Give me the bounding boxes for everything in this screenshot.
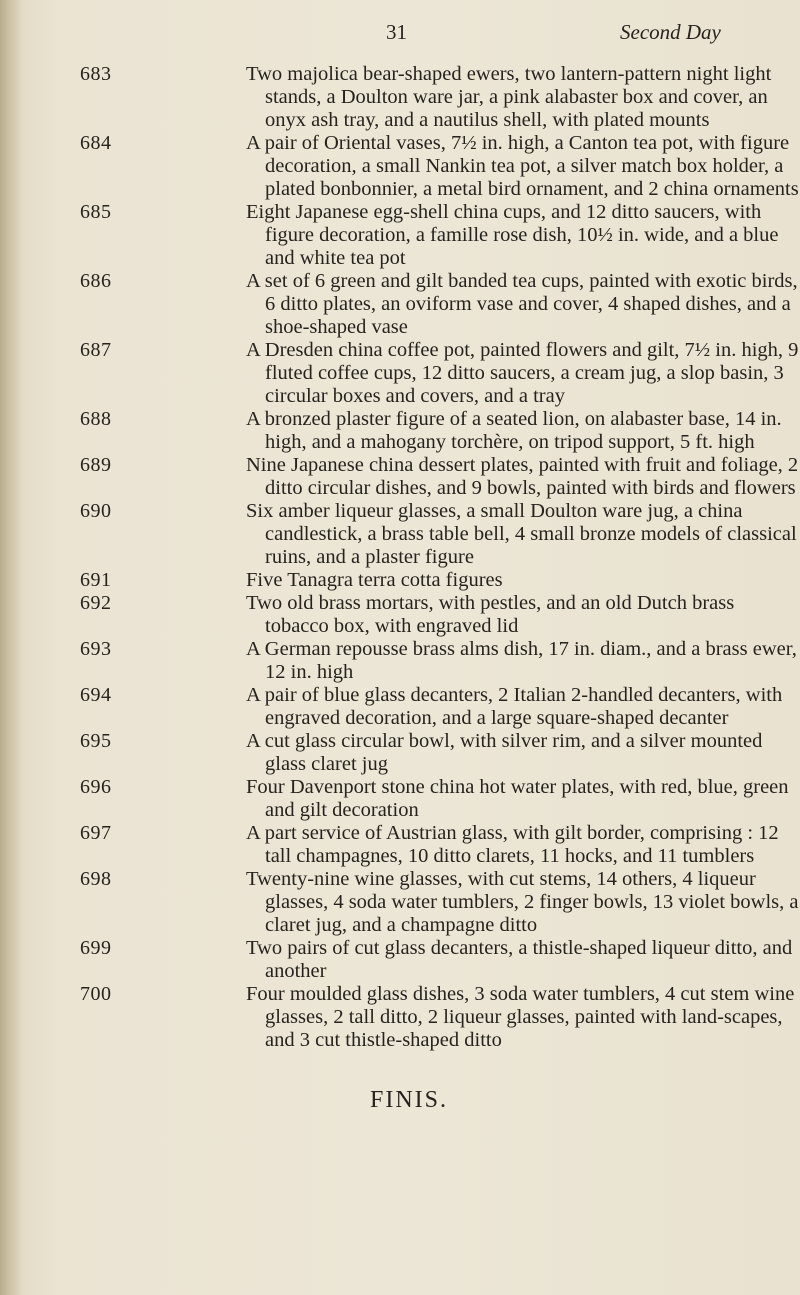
lot-number: 690 (80, 500, 112, 522)
lot-description: Two majolica bear-shaped ewers, two lantern-pattern night light stands, a Doulton ware jar, a pink alabaster box and cover, an onyx ash tray, and a nautilus shell, with plated mounts (246, 63, 772, 131)
lot-number: 700 (80, 983, 112, 1005)
lot-number: 699 (80, 937, 112, 959)
lot-description: A pair of blue glass decanters, 2 Italian 2-handled decanters, with engraved decoration, and a large square-shaped decanter (246, 684, 783, 729)
lot-entry (0, 638, 800, 684)
lot-description: A bronzed plaster figure of a seated lion, on alabaster base, 14 in. high, and a mahogany torchère, on tripod support, 5 ft. high (246, 408, 782, 453)
lot-entry (0, 132, 800, 201)
page-header (0, 18, 800, 52)
lot-description: Nine Japanese china dessert plates, painted with fruit and foliage, 2 ditto circular dishes, and 9 bowls, painted with birds and flowers (246, 454, 799, 499)
lot-entry (0, 776, 800, 822)
lot-description: A pair of Oriental vases, 7½ in. high, a Canton tea pot, with figure decoration, a small Nankin tea pot, a silver match box holder, a plated bonbonnier, a metal bird ornament, and 2 china ornaments (246, 132, 799, 200)
lot-entry (0, 592, 800, 638)
lot-description: Five Tanagra terra cotta figures (246, 569, 503, 591)
section-title: Second Day (620, 20, 721, 44)
lot-number: 691 (80, 569, 112, 591)
lot-number: 698 (80, 868, 112, 890)
lot-entry (0, 730, 800, 776)
lot-number: 694 (80, 684, 112, 706)
lot-description: Two pairs of cut glass decanters, a thistle-shaped liqueur ditto, and another (246, 937, 793, 982)
lot-description: Eight Japanese egg-shell china cups, and 12 ditto saucers, with figure decoration, a famille rose dish, 10½ in. wide, and a blue and white tea pot (246, 201, 779, 269)
lot-description: Six amber liqueur glasses, a small Doulton ware jug, a china candlestick, a brass table bell, 4 small bronze models of classical ruins, and a plaster figure (246, 500, 797, 568)
lot-entry (0, 63, 800, 132)
lot-description: A German repousse brass alms dish, 17 in. diam., and a brass ewer, 12 in. high (246, 638, 797, 683)
lot-number: 685 (80, 201, 112, 223)
lot-number: 684 (80, 132, 112, 154)
lot-entry (0, 868, 800, 937)
lot-number: 693 (80, 638, 112, 660)
lot-number: 695 (80, 730, 112, 752)
finis-text: FINIS. (370, 1087, 449, 1113)
lot-entry (0, 454, 800, 500)
lot-entry (0, 569, 800, 592)
lot-entry (0, 270, 800, 339)
lot-number: 686 (80, 270, 112, 292)
lot-description: Four Davenport stone china hot water plates, with red, blue, green and gilt decoration (246, 776, 789, 821)
lot-entry (0, 983, 800, 1052)
lot-description: A Dresden china coffee pot, painted flowers and gilt, 7½ in. high, 9 fluted coffee cups, 12 ditto saucers, a cream jug, a slop basin, 3 circular boxes and covers, and a tray (246, 339, 799, 407)
lot-entry (0, 500, 800, 569)
lot-number: 692 (80, 592, 112, 614)
lot-description: A set of 6 green and gilt banded tea cups, painted with exotic birds, 6 ditto plates, an oviform vase and cover, 4 shaped dishes, and a shoe-shaped vase (246, 270, 798, 338)
page-number: 31 (386, 20, 407, 44)
lot-entry (0, 339, 800, 408)
lot-entry (0, 201, 800, 270)
lot-list (0, 63, 800, 1052)
lot-number: 689 (80, 454, 112, 476)
lot-description: Twenty-nine wine glasses, with cut stems, 14 others, 4 liqueur glasses, 4 soda water tumblers, 2 finger bowls, 13 violet bowls, a claret jug, and a champagne ditto (246, 868, 799, 936)
lot-description: A part service of Austrian glass, with gilt border, comprising : 12 tall champagnes, 10 ditto clarets, 11 hocks, and 11 tumblers (246, 822, 779, 867)
lot-number: 696 (80, 776, 112, 798)
lot-number: 687 (80, 339, 112, 361)
lot-number: 697 (80, 822, 112, 844)
lot-entry (0, 822, 800, 868)
lot-number: 688 (80, 408, 112, 430)
lot-description: A cut glass circular bowl, with silver rim, and a silver mounted glass claret jug (246, 730, 763, 775)
lot-description: Two old brass mortars, with pestles, and an old Dutch brass tobacco box, with engraved lid (246, 592, 735, 637)
lot-number: 683 (80, 63, 112, 85)
lot-entry (0, 408, 800, 454)
lot-entry (0, 684, 800, 730)
lot-entry (0, 937, 800, 983)
lot-description: Four moulded glass dishes, 3 soda water tumblers, 4 cut stem wine glasses, 2 tall ditto, 2 liqueur glasses, painted with land-scapes, and 3 cut thistle-shaped ditto (246, 983, 795, 1051)
